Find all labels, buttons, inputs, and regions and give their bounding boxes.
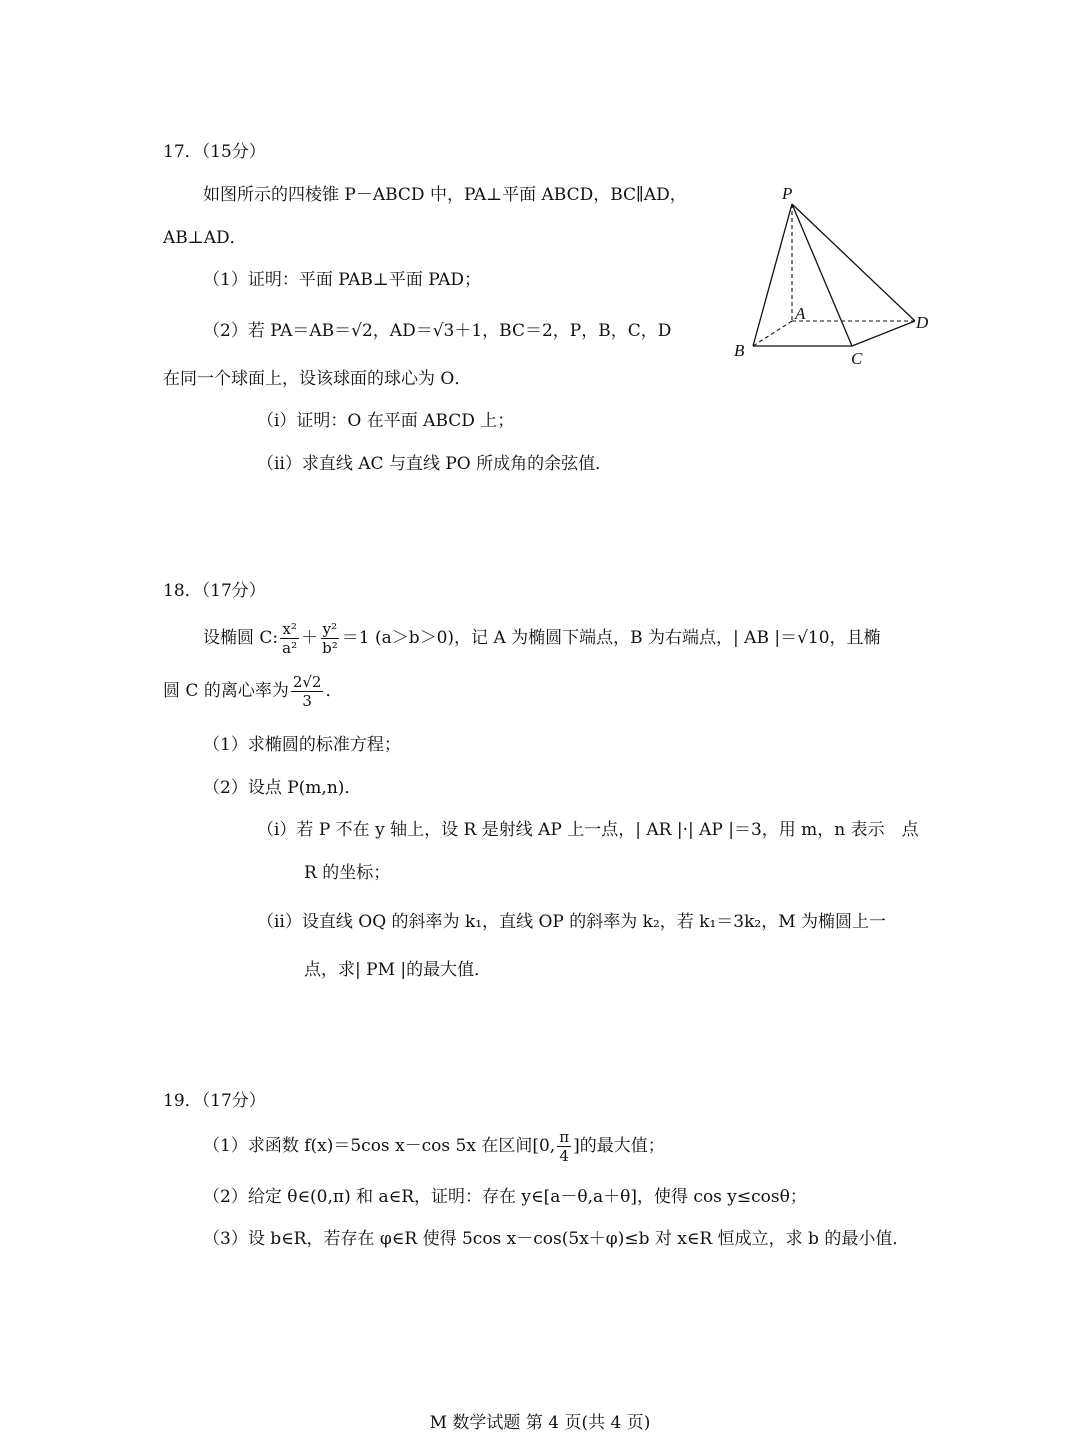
fraction-pi-over-4: $\frac{\pi}{4}$ bbox=[559, 1128, 570, 1165]
q19-part1-post: ]的最大值； bbox=[573, 1136, 665, 1156]
q19-part2: （2）给定 θ∈(0,π) 和 a∈R，证明：存在 y∈[a－θ,a＋θ]，使得 cos y≤cosθ； bbox=[203, 1187, 807, 1207]
q17-stem-line1: 如图所示的四棱锥 P－ABCD 中，PA⊥平面 ABCD，BC∥AD， bbox=[203, 185, 687, 205]
figure-label-P: P bbox=[782, 184, 793, 203]
figure-label-C: C bbox=[851, 349, 863, 368]
q18-heading: 18．（17分） bbox=[163, 581, 266, 601]
figure-label-A: A bbox=[795, 304, 806, 323]
q18-stem2-post: ． bbox=[325, 681, 343, 701]
q18-part2-i: （ⅰ）若 P 不在 y 轴上，设 R 是射线 AP 上一点，| AR |·| AP |＝3，用 m，n 表示 点 bbox=[257, 820, 919, 840]
q19-part3: （3）设 b∈R，若存在 φ∈R 使得 5cos x－cos(5x＋φ)≤b 对 x∈R 恒成立，求 b 的最小值． bbox=[203, 1229, 910, 1249]
q18-part2: （2）设点 P(m,n)． bbox=[203, 778, 362, 798]
figure-label-B: B bbox=[734, 341, 745, 360]
pyramid-figure bbox=[725, 180, 955, 370]
page-footer: M 数学试题 第 4 页(共 4 页) bbox=[429, 1413, 651, 1433]
q18-stem-line2 bbox=[163, 673, 342, 710]
q19-part1 bbox=[203, 1128, 665, 1165]
q19-heading: 19．（17分） bbox=[163, 1091, 266, 1111]
plus-sign: ＋ bbox=[301, 628, 319, 648]
q17-stem-line2: AB⊥AD． bbox=[163, 228, 247, 248]
q18-stem-post: ＝1 (a＞b＞0)，记 A 为椭圆下端点，B 为右端点，| AB |＝√10，且椭 bbox=[341, 628, 881, 648]
q17-part2: （2）若 PA＝AB＝√2，AD＝√3＋1，BC＝2，P，B，C，D bbox=[203, 321, 672, 341]
q18-part2-i-cont: R 的坐标； bbox=[304, 863, 391, 883]
q18-part2-ii-cont: 点，求| PM |的最大值． bbox=[304, 960, 492, 980]
q18-part2-ii: （ⅱ）设直线 OQ 的斜率为 k₁，直线 OP 的斜率为 k₂，若 k₁＝3k₂，M 为椭圆上一 bbox=[257, 912, 887, 932]
q17-part2-cont: 在同一个球面上，设该球面的球心为 O． bbox=[163, 369, 472, 389]
fraction-x2-a2: $\frac{\text{x²}}{\text{a²}}$ bbox=[282, 620, 298, 657]
q18-stem-line1 bbox=[203, 620, 881, 657]
q17-heading: 17．（15分） bbox=[163, 142, 266, 162]
q18-stem2-pre: 圆 C 的离心率为 bbox=[163, 681, 289, 701]
q19-part1-pre: （1）求函数 f(x)＝5cos x－cos 5x 在区间[0, bbox=[203, 1136, 556, 1156]
fraction-y2-b2: $\frac{\text{y²}}{\text{b²}}$ bbox=[322, 620, 338, 657]
q17-part1: （1）证明：平面 PAB⊥平面 PAD； bbox=[203, 270, 482, 290]
q17-part2-i: （ⅰ）证明：O 在平面 ABCD 上； bbox=[257, 411, 515, 431]
q18-stem-pre: 设椭圆 C: bbox=[203, 628, 279, 648]
q18-part1: （1）求椭圆的标准方程； bbox=[203, 735, 401, 755]
fraction-eccentricity: $\frac{2√2}{3}$ bbox=[292, 673, 322, 710]
figure-label-D: D bbox=[916, 313, 929, 332]
q17-part2-ii: （ⅱ）求直线 AC 与直线 PO 所成角的余弦值． bbox=[257, 454, 613, 474]
